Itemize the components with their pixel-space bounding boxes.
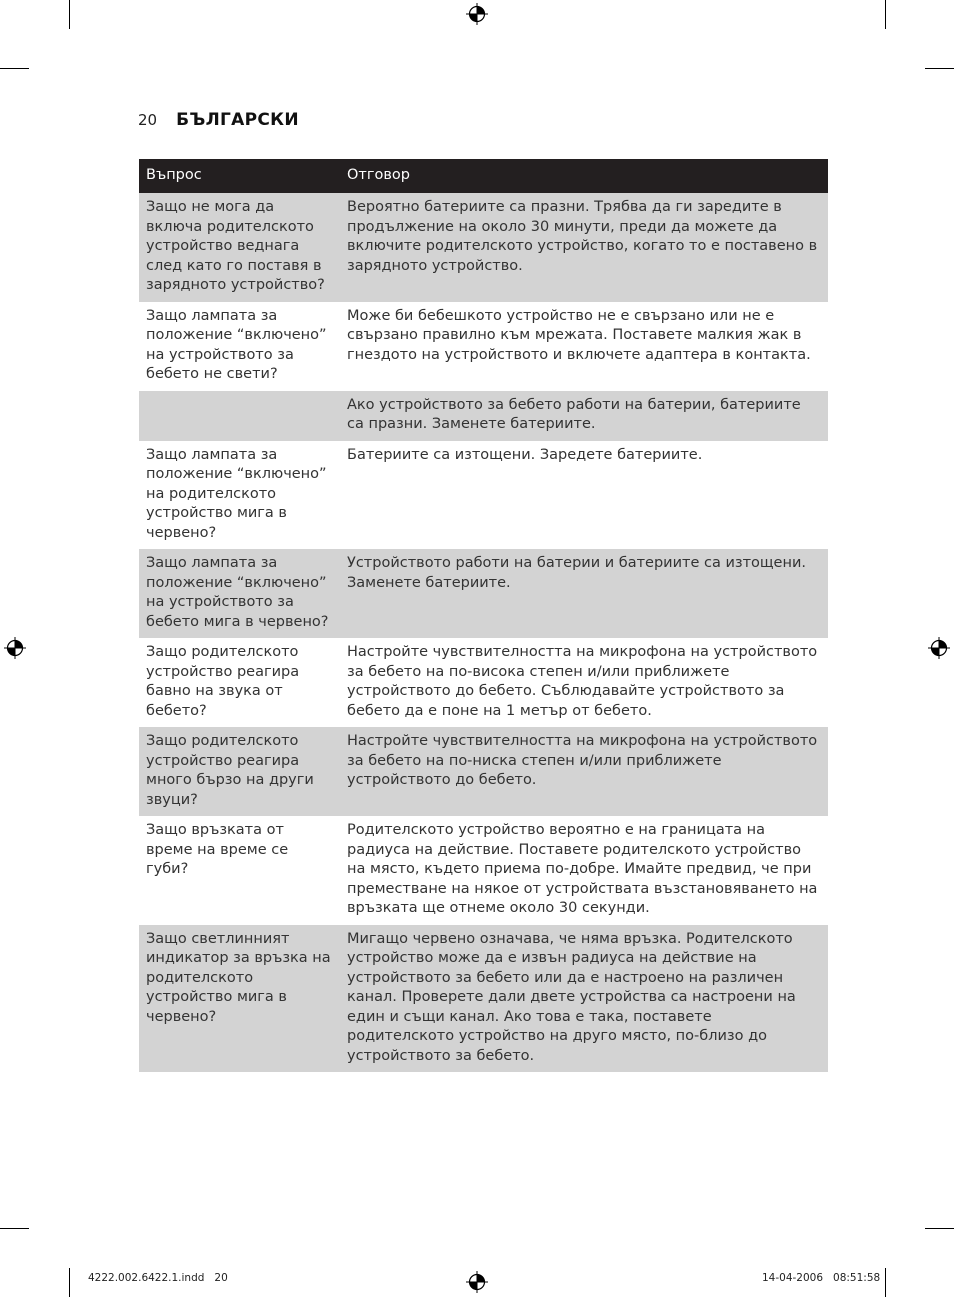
question-cell <box>139 391 340 441</box>
table-row <box>139 549 828 638</box>
question-cell: Защо лампата за положение “включено” на устройството за бебето мига в червено? <box>139 549 340 638</box>
question-cell: Защо родителското устройство реагира много бързо на други звуци? <box>139 727 340 816</box>
answer-cell: Настройте чувствителността на микрофона на устройството за бебето на по-висока степен и/или приближете устройството до бебето. Съблюдавайте устройството за бебето да е поне на 1 метър от бебето. <box>347 644 818 719</box>
answer-cell: Родителското устройство вероятно е на границата на радиуса на действие. Поставете родителското устройство на място, където приема по-добре. Имайте предвид, че при преместване на някое от устройствата възстановяването на връзката ще отнеме около 30 секунди. <box>347 822 818 916</box>
registration-mark-bottom-icon <box>466 1271 488 1293</box>
print-file-label: 4222.002.6422.1.indd 20 <box>88 1272 228 1284</box>
question-cell: Защо връзката от време на време се губи? <box>146 822 289 877</box>
table-row <box>139 193 828 302</box>
print-date-label: 14-04-2006 08:51:58 <box>762 1272 881 1284</box>
answer-cell: Мигащо червено означава, че няма връзка. Родителското устройство може да е извън радиуса на действие на устройството за бебето или да е настроено на различен канал. Проверете дали двете устройства са настроени на един и същи канал. Ако това е така, поставете родителското устройство на друго място, по-близо до устройството за бебето. <box>340 925 828 1073</box>
registration-mark-left-icon <box>4 637 26 659</box>
question-cell: Защо светлинният индикатор за връзка на родителското устройство мига в червено? <box>139 925 340 1073</box>
crop-mark-top-left-vertical <box>69 0 70 29</box>
crop-mark-top-right-vertical <box>885 0 886 29</box>
column-header-question: Въпрос <box>139 159 340 193</box>
crop-mark-top-right-horizontal <box>925 68 954 69</box>
registration-mark-right-icon <box>928 637 950 659</box>
question-cell: Защо лампата за положение “включено” на устройството за бебето не свети? <box>146 307 327 382</box>
table-row <box>139 925 828 1073</box>
table-header-row <box>139 159 828 193</box>
answer-cell: Вероятно батериите са празни. Трябва да ги заредите в продължение на около 30 минути, преди да можете да включите родителското устройство, когато то е поставено в зарядното устройство. <box>340 193 828 302</box>
answer-cell: Ако устройството за бебето работи на батерии, батериите са празни. Заменете батериите. <box>340 391 828 441</box>
question-cell: Защо родителското устройство реагира бавно на звука от бебето? <box>146 644 300 719</box>
table-row <box>139 441 828 550</box>
page-number: 20 <box>138 111 158 129</box>
answer-cell: Батериите са изтощени. Заредете батериите. <box>347 446 703 463</box>
answer-cell: Може би бебешкото устройство не е свързано или не е свързано правилно към мрежата. Поставете малкия жак в гнездото на устройството и включете адаптера в контакта. <box>347 307 811 363</box>
question-cell: Защо лампата за положение “включено” на родителското устройство мига в червено? <box>146 446 327 541</box>
table-row <box>139 638 828 727</box>
page-title: БЪЛГАРСКИ <box>176 110 299 130</box>
crop-mark-bottom-left-horizontal <box>0 1228 29 1229</box>
registration-mark-top-icon <box>466 3 488 25</box>
answer-cell: Настройте чувствителността на микрофона на устройството за бебето на по-ниска степен и/или приближете устройството до бебето. <box>340 727 828 816</box>
answer-cell: Устройството работи на батерии и батериите са изтощени. Заменете батериите. <box>340 549 828 638</box>
crop-mark-bottom-right-vertical <box>885 1268 886 1297</box>
question-cell: Защо не мога да включа родителското устройство веднага след като го поставя в зарядното устройство? <box>139 193 340 302</box>
table-row <box>139 391 828 441</box>
troubleshooting-table <box>139 159 828 1072</box>
table-row <box>139 727 828 816</box>
column-header-answer: Отговор <box>340 159 828 193</box>
page-header <box>138 110 299 130</box>
crop-mark-bottom-left-vertical <box>69 1268 70 1297</box>
table-row <box>139 302 828 391</box>
table-row <box>139 816 828 925</box>
crop-mark-top-left-horizontal <box>0 68 29 69</box>
crop-mark-bottom-right-horizontal <box>925 1228 954 1229</box>
